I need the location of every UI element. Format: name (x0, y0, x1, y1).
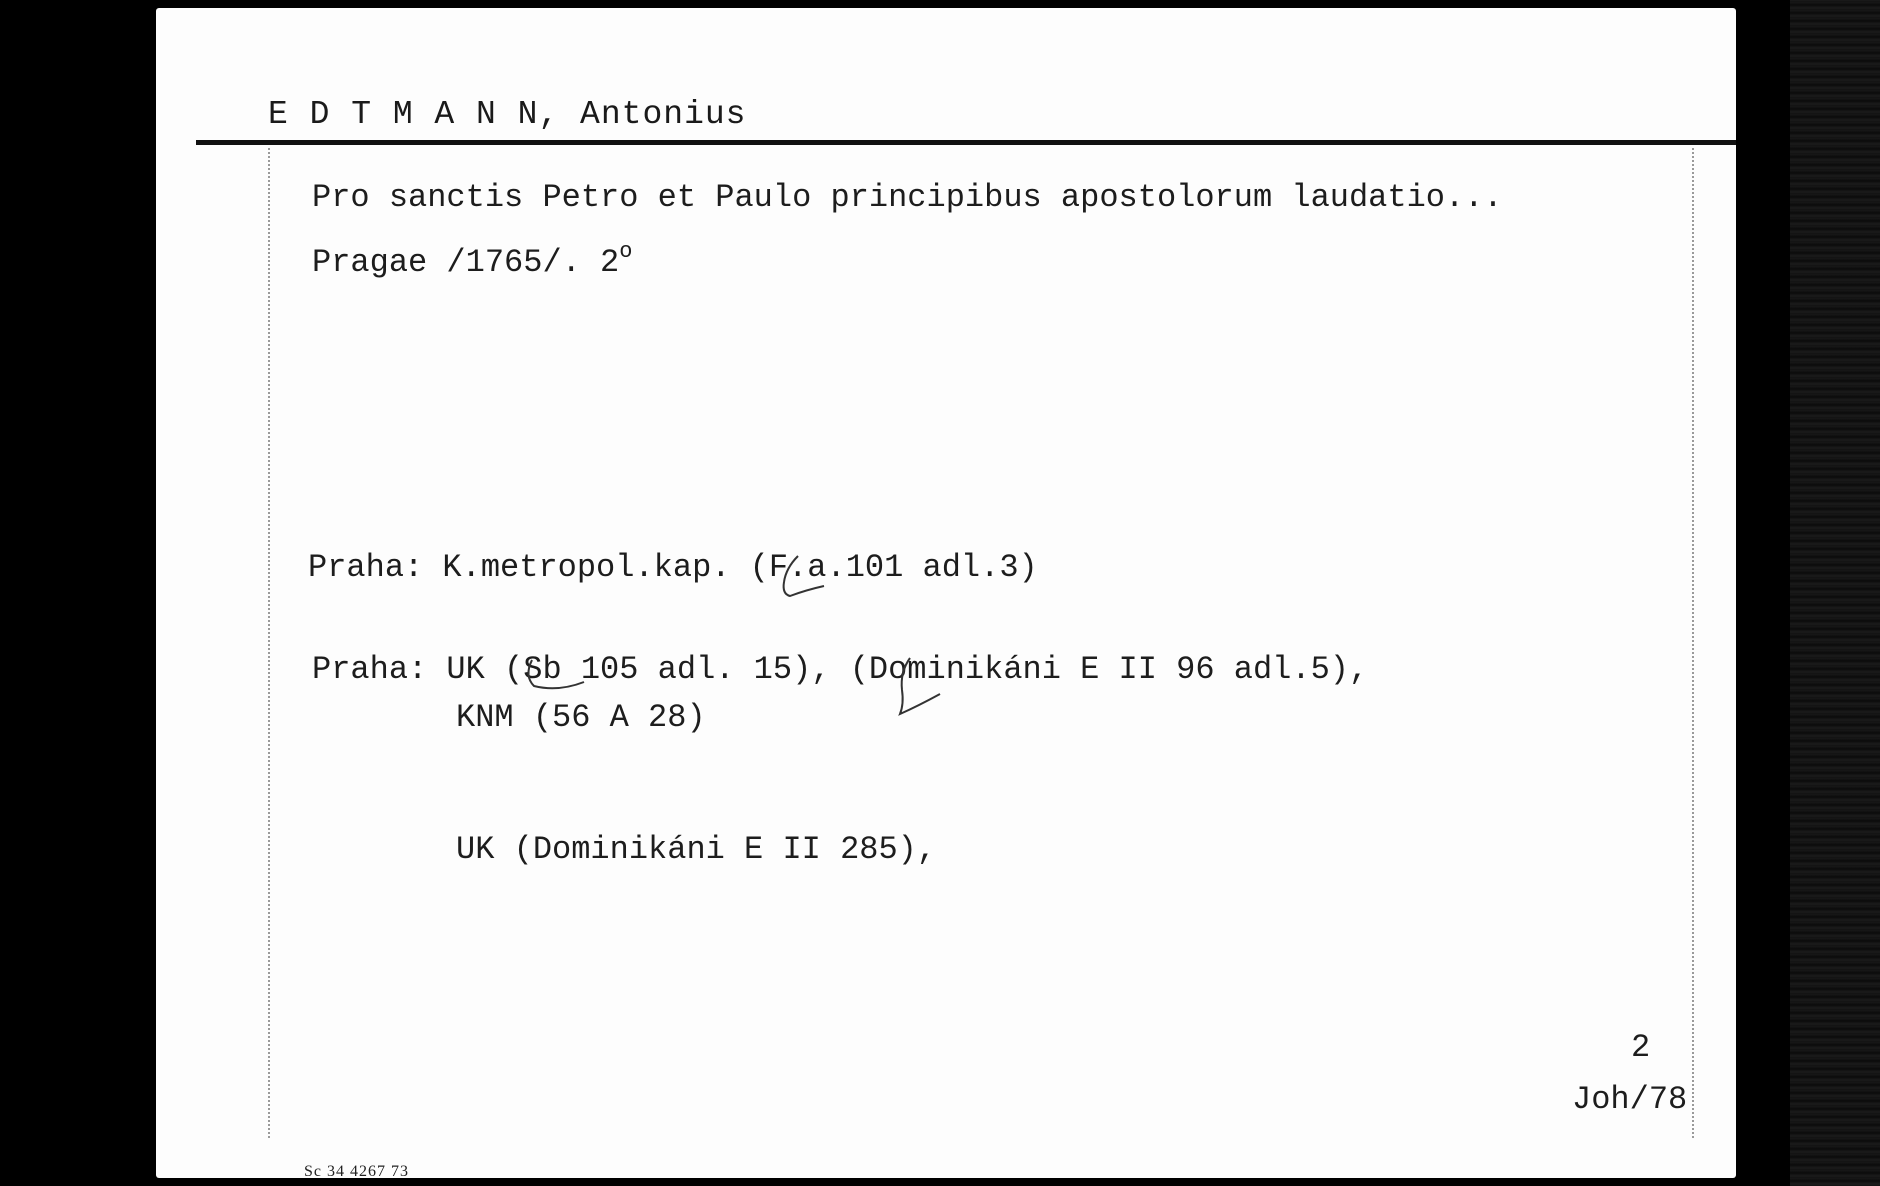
holding-line-1: Praha: K.metropol.kap. (F.a.101 adl.3) (308, 549, 1038, 586)
holding-line-2b: KNM (56 A 28) (456, 699, 706, 736)
imprint-line (312, 232, 632, 283)
left-margin-line (268, 148, 271, 1138)
holding-line-2a: Praha: UK (Sb 105 adl. 15), (Dominikáni E II 96 adl.5), (312, 651, 1369, 688)
card-number: 2 (1631, 1029, 1651, 1066)
scan-edge-strip (1790, 0, 1880, 1186)
pen-underline-mark (522, 656, 592, 696)
print-stamp: Sc 34 4267 73 (304, 1163, 409, 1180)
heading-rule (196, 140, 1736, 145)
card-heading: E D T M A N N, Antonius (268, 96, 747, 133)
cataloger-code: Joh/78 (1572, 1081, 1688, 1118)
right-margin-line (1692, 148, 1695, 1138)
holding-line-3: UK (Dominikáni E II 285), (456, 831, 937, 868)
pen-check-mark-2 (884, 654, 954, 724)
pen-check-mark (776, 552, 836, 602)
catalog-card (156, 8, 1736, 1178)
format-degree: o (619, 239, 633, 264)
title-line: Pro sanctis Petro et Paulo principibus apostolorum laudatio... (312, 179, 1503, 216)
imprint-text: Pragae /1765/. 2 (312, 244, 620, 281)
